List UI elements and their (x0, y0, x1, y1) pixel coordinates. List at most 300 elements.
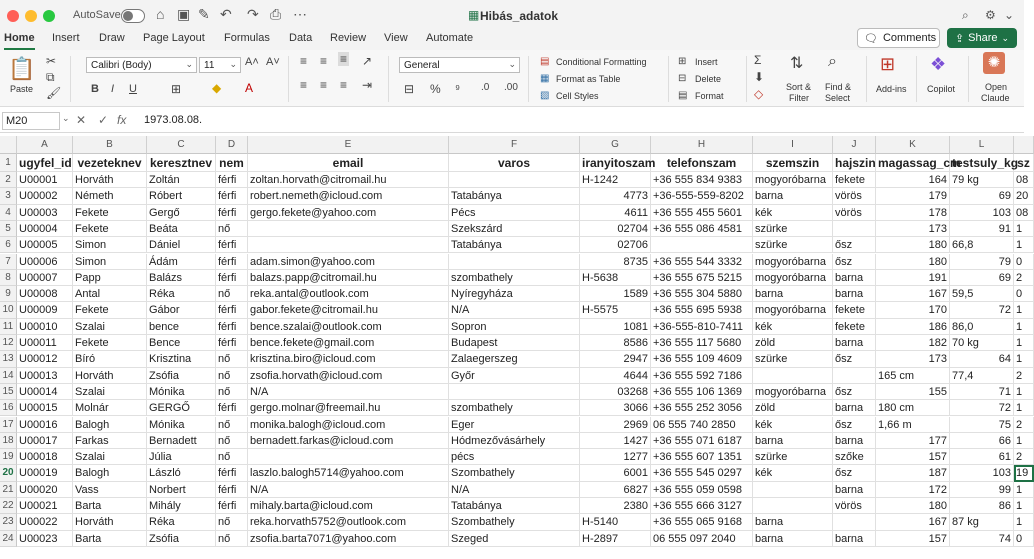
table-cell[interactable]: barna (833, 433, 876, 449)
table-cell[interactable]: kék (753, 417, 833, 433)
table-cell[interactable]: laszlo.balogh5714@yahoo.com (248, 465, 449, 481)
table-cell[interactable]: 06 555 740 2850 (651, 417, 753, 433)
column-title-cell[interactable]: ugyfel_id (19, 156, 72, 170)
fill-icon[interactable]: ⬇ (754, 70, 765, 84)
tab-page-layout[interactable]: Page Layout (143, 32, 205, 44)
table-cell[interactable]: ősz (833, 237, 876, 253)
function-icon[interactable]: fx (117, 113, 127, 127)
column-header-a[interactable]: A (17, 136, 73, 154)
table-cell[interactable]: nő (216, 368, 248, 384)
table-cell[interactable]: Fekete (73, 335, 147, 351)
row-header[interactable]: 4 (0, 205, 17, 221)
table-cell[interactable]: H-2897 (580, 531, 651, 547)
align-middle-icon[interactable]: ≡ (320, 54, 328, 68)
table-cell[interactable]: barna (753, 433, 833, 449)
table-cell[interactable]: Zsófia (147, 368, 216, 384)
table-cell[interactable]: barna (833, 400, 876, 416)
table-cell[interactable]: Simon (73, 254, 147, 270)
align-right-icon[interactable]: ≡ (340, 78, 348, 92)
table-cell[interactable]: 66 (950, 433, 1014, 449)
table-cell[interactable]: +36 555 252 3056 (651, 400, 753, 416)
delete-cells-button[interactable]: Delete (695, 74, 722, 84)
table-cell[interactable]: 69 (950, 188, 1014, 204)
tab-data[interactable]: Data (289, 32, 313, 44)
table-cell[interactable]: Szombathely (449, 465, 580, 481)
column-header-m[interactable] (1014, 136, 1034, 154)
table-cell[interactable]: +36 555 117 5680 (651, 335, 753, 351)
table-cell[interactable]: 180 cm (876, 400, 950, 416)
table-cell[interactable]: U00003 (17, 205, 73, 221)
table-cell[interactable]: 4611 (580, 205, 651, 221)
row-header[interactable]: 12 (0, 335, 17, 351)
autosum-icon[interactable]: Σ (754, 53, 762, 67)
table-cell[interactable]: U00023 (17, 531, 73, 547)
column-header-e[interactable]: E (248, 136, 449, 154)
open-claude-label-2[interactable]: Claude (981, 93, 1010, 103)
table-cell[interactable]: Farkas (73, 433, 147, 449)
minimize-window-button[interactable] (25, 10, 37, 22)
table-cell[interactable]: 2380 (580, 498, 651, 514)
row-header[interactable]: 17 (0, 417, 17, 433)
table-cell[interactable]: 1277 (580, 449, 651, 465)
table-cell[interactable]: férfi (216, 482, 248, 498)
table-cell[interactable]: 72 (950, 400, 1014, 416)
table-cell[interactable]: 4644 (580, 368, 651, 384)
table-cell[interactable]: vörös (833, 188, 876, 204)
table-cell[interactable]: 4773 (580, 188, 651, 204)
table-cell[interactable]: Mónika (147, 384, 216, 400)
table-cell[interactable] (753, 498, 833, 514)
table-cell[interactable]: Pécs (449, 205, 580, 221)
column-title-cell[interactable]: szemszin (753, 154, 833, 172)
table-cell[interactable]: Bernadett (147, 433, 216, 449)
column-header-g[interactable]: G (580, 136, 651, 154)
table-cell[interactable]: Barta (73, 498, 147, 514)
table-cell[interactable]: 173 (876, 221, 950, 237)
table-cell[interactable] (248, 237, 449, 253)
table-cell[interactable]: 164 (876, 172, 950, 188)
row-header[interactable]: 5 (0, 221, 17, 237)
table-cell[interactable]: +36 555 086 4581 (651, 221, 753, 237)
table-cell[interactable]: reka.antal@outlook.com (248, 286, 449, 302)
table-cell[interactable]: barna (833, 286, 876, 302)
table-cell[interactable]: 155 (876, 384, 950, 400)
table-cell[interactable]: Júlia (147, 449, 216, 465)
table-cell[interactable]: 1 (1014, 335, 1034, 351)
column-header-j[interactable]: J (833, 136, 876, 154)
more-icon[interactable]: ⋯ (293, 6, 307, 22)
column-title-cell[interactable]: email (248, 154, 449, 172)
table-cell[interactable]: férfi (216, 270, 248, 286)
align-center-icon[interactable]: ≡ (320, 78, 328, 92)
table-cell[interactable]: férfi (216, 172, 248, 188)
table-cell[interactable]: +36 555 592 7186 (651, 368, 753, 384)
table-cell[interactable]: 1 (1014, 221, 1034, 237)
cancel-icon[interactable]: ✕ (76, 113, 87, 127)
table-cell[interactable]: 0 (1014, 254, 1034, 270)
row-header[interactable]: 14 (0, 368, 17, 384)
table-cell[interactable]: kék (753, 465, 833, 481)
table-cell[interactable] (449, 172, 580, 188)
table-cell[interactable]: Simon (73, 237, 147, 253)
table-cell[interactable] (651, 237, 753, 253)
share-button[interactable] (947, 28, 1017, 48)
row-header[interactable]: 22 (0, 498, 17, 514)
table-cell[interactable]: 1 (1014, 482, 1034, 498)
table-cell[interactable]: U00014 (17, 384, 73, 400)
table-cell[interactable]: 3066 (580, 400, 651, 416)
column-title-cell[interactable]: iranyitoszam (582, 156, 656, 170)
row-header[interactable]: 2 (0, 172, 17, 188)
table-cell[interactable]: férfi (216, 205, 248, 221)
table-cell[interactable]: Fekete (73, 302, 147, 318)
table-cell[interactable]: vörös (833, 205, 876, 221)
table-cell[interactable]: Horváth (73, 368, 147, 384)
table-cell[interactable]: 172 (876, 482, 950, 498)
table-cell[interactable] (833, 368, 876, 384)
column-header-c[interactable]: C (147, 136, 216, 154)
column-header-f[interactable]: F (449, 136, 580, 154)
table-cell[interactable]: Réka (147, 286, 216, 302)
table-cell[interactable]: mogyoróbarna (753, 302, 833, 318)
table-cell[interactable]: nő (216, 351, 248, 367)
font-name-dropdown[interactable] (86, 57, 197, 73)
table-cell[interactable]: 1,66 m (876, 417, 950, 433)
table-cell[interactable]: 08 (1014, 205, 1034, 221)
tab-review[interactable]: Review (330, 32, 367, 44)
table-cell[interactable]: 79 (950, 254, 1014, 270)
settings-icon[interactable]: ⚙ (985, 8, 996, 22)
decrease-font-icon[interactable]: A˅ (266, 56, 280, 68)
table-cell[interactable]: H-5140 (580, 514, 651, 530)
table-cell[interactable] (248, 221, 449, 237)
percent-icon[interactable]: % (430, 82, 441, 96)
table-cell[interactable]: 157 (876, 531, 950, 547)
tab-home[interactable]: Home (4, 32, 35, 50)
table-cell[interactable]: 103 (950, 465, 1014, 481)
table-cell[interactable]: 2 (1014, 449, 1034, 465)
table-cell[interactable]: +36 555 545 0297 (651, 465, 753, 481)
cell-styles-button[interactable]: Cell Styles (556, 91, 599, 101)
table-cell[interactable]: Hódmezővásárhely (449, 433, 580, 449)
table-cell[interactable]: +36 555 304 5880 (651, 286, 753, 302)
table-cell[interactable]: GERGŐ (147, 400, 216, 416)
table-cell[interactable]: 77,4 (950, 368, 1014, 384)
table-cell[interactable]: Bíró (73, 351, 147, 367)
table-cell[interactable]: nő (216, 286, 248, 302)
table-cell[interactable]: mogyoróbarna (753, 172, 833, 188)
table-cell[interactable]: Tatabánya (449, 188, 580, 204)
table-cell[interactable]: nő (216, 514, 248, 530)
autosave-toggle[interactable] (121, 9, 145, 23)
redo-icon[interactable]: ↷ (247, 6, 259, 22)
bold-icon[interactable]: B (91, 83, 99, 95)
table-cell[interactable]: U00007 (17, 270, 73, 286)
table-cell[interactable]: 1 (1014, 319, 1034, 335)
chevron-down-icon[interactable]: ⌄ (1004, 8, 1015, 22)
table-cell[interactable]: 79 kg (950, 172, 1014, 188)
table-cell[interactable]: 59,5 (950, 286, 1014, 302)
table-cell[interactable] (449, 254, 580, 270)
table-cell[interactable]: U00011 (17, 335, 73, 351)
table-cell[interactable]: 1 (1014, 400, 1034, 416)
table-cell[interactable]: N/A (248, 384, 449, 400)
table-cell[interactable]: 74 (950, 531, 1014, 547)
table-cell[interactable]: Szekszárd (449, 221, 580, 237)
row-header[interactable]: 19 (0, 449, 17, 465)
column-title-cell[interactable]: sz (1014, 154, 1034, 172)
table-cell[interactable]: 180 (876, 254, 950, 270)
table-cell[interactable]: 64 (950, 351, 1014, 367)
table-cell[interactable]: N/A (449, 482, 580, 498)
table-cell[interactable]: U00001 (17, 172, 73, 188)
column-title-cell[interactable]: keresztnev (147, 154, 216, 172)
table-cell[interactable]: +36 555 106 1369 (651, 384, 753, 400)
table-cell[interactable]: +36 555 071 6187 (651, 433, 753, 449)
sort-filter-label-2[interactable]: Filter (789, 93, 809, 103)
table-cell[interactable]: fekete (833, 319, 876, 335)
table-cell[interactable]: Gábor (147, 302, 216, 318)
table-cell[interactable]: mogyoróbarna (753, 270, 833, 286)
table-cell[interactable]: Beáta (147, 221, 216, 237)
table-cell[interactable]: U00012 (17, 351, 73, 367)
table-cell[interactable]: 61 (950, 449, 1014, 465)
table-cell[interactable]: U00022 (17, 514, 73, 530)
table-cell[interactable]: U00019 (17, 465, 73, 481)
table-cell[interactable]: 99 (950, 482, 1014, 498)
table-cell[interactable]: U00008 (17, 286, 73, 302)
column-title-cell[interactable]: telefonszam (651, 154, 753, 172)
table-cell[interactable]: monika.balogh@icloud.com (248, 417, 449, 433)
table-cell[interactable]: 02704 (580, 221, 651, 237)
table-cell[interactable]: Zsófia (147, 531, 216, 547)
table-cell[interactable] (833, 221, 876, 237)
row-header[interactable]: 15 (0, 384, 17, 400)
column-header-k[interactable]: K (876, 136, 950, 154)
increase-decimal-icon[interactable]: .0 (481, 82, 490, 93)
table-cell[interactable]: bernadett.farkas@icloud.com (248, 433, 449, 449)
table-cell[interactable]: vörös (833, 498, 876, 514)
table-cell[interactable]: 19 (1014, 465, 1034, 481)
table-cell[interactable]: László (147, 465, 216, 481)
font-color-icon[interactable]: A (245, 81, 254, 95)
table-cell[interactable]: zsofia.barta7071@yahoo.com (248, 531, 449, 547)
table-cell[interactable]: U00021 (17, 498, 73, 514)
row-header[interactable]: 8 (0, 270, 17, 286)
row-header[interactable]: 16 (0, 400, 17, 416)
table-cell[interactable]: 1 (1014, 237, 1034, 253)
table-cell[interactable]: barna (753, 514, 833, 530)
table-cell[interactable]: reka.horvath5752@outlook.com (248, 514, 449, 530)
table-cell[interactable]: ősz (833, 384, 876, 400)
table-cell[interactable]: ősz (833, 254, 876, 270)
table-cell[interactable]: H-5638 (580, 270, 651, 286)
table-cell[interactable]: Norbert (147, 482, 216, 498)
table-cell[interactable]: nő (216, 531, 248, 547)
table-cell[interactable]: barna (833, 335, 876, 351)
table-cell[interactable]: Barta (73, 531, 147, 547)
table-cell[interactable]: szürke (753, 449, 833, 465)
table-cell[interactable]: 87 kg (950, 514, 1014, 530)
table-cell[interactable]: férfi (216, 319, 248, 335)
table-cell[interactable]: 1589 (580, 286, 651, 302)
align-left-icon[interactable]: ≡ (300, 78, 308, 92)
tab-formulas[interactable]: Formulas (224, 32, 270, 44)
table-cell[interactable]: 91 (950, 221, 1014, 237)
table-cell[interactable]: 2 (1014, 270, 1034, 286)
table-cell[interactable]: +36 555 065 9168 (651, 514, 753, 530)
table-cell[interactable]: N/A (248, 482, 449, 498)
table-cell[interactable]: 86 (950, 498, 1014, 514)
formula-input[interactable]: 1973.08.08. (144, 114, 203, 126)
table-cell[interactable]: barna (833, 482, 876, 498)
table-cell[interactable]: Szombathely (449, 514, 580, 530)
table-cell[interactable]: 71 (950, 384, 1014, 400)
table-cell[interactable]: Zalaegerszeg (449, 351, 580, 367)
table-cell[interactable]: szombathely (449, 400, 580, 416)
clear-icon[interactable]: ◇ (754, 87, 764, 101)
table-cell[interactable]: gabor.fekete@citromail.hu (248, 302, 449, 318)
column-title-cell[interactable]: varos (449, 154, 580, 172)
comments-button[interactable] (857, 28, 940, 48)
search-icon[interactable]: ⌕ (962, 8, 969, 22)
table-cell[interactable]: Németh (73, 188, 147, 204)
table-cell[interactable]: krisztina.biro@icloud.com (248, 351, 449, 367)
table-cell[interactable]: U00013 (17, 368, 73, 384)
column-header-l[interactable]: L (950, 136, 1014, 154)
table-cell[interactable]: U00016 (17, 417, 73, 433)
name-box[interactable]: M20 (2, 112, 60, 130)
column-header-d[interactable]: D (216, 136, 248, 154)
table-cell[interactable]: 20 (1014, 188, 1034, 204)
table-cell[interactable]: N/A (449, 302, 580, 318)
table-cell[interactable]: 6001 (580, 465, 651, 481)
table-cell[interactable]: 103 (950, 205, 1014, 221)
table-cell[interactable]: 0 (1014, 286, 1034, 302)
decrease-decimal-icon[interactable]: .00 (504, 82, 518, 93)
table-cell[interactable]: 180 (876, 498, 950, 514)
table-cell[interactable]: 8735 (580, 254, 651, 270)
fill-color-icon[interactable]: ◆ (212, 81, 222, 95)
table-cell[interactable]: +36 555 109 4609 (651, 351, 753, 367)
format-painter-icon[interactable]: 🖌 (46, 86, 62, 100)
table-cell[interactable]: 191 (876, 270, 950, 286)
table-cell[interactable]: férfi (216, 188, 248, 204)
table-cell[interactable]: nő (216, 417, 248, 433)
table-cell[interactable]: zsofia.horvath@icloud.com (248, 368, 449, 384)
table-cell[interactable]: 157 (876, 449, 950, 465)
table-cell[interactable]: U00018 (17, 449, 73, 465)
table-cell[interactable]: U00017 (17, 433, 73, 449)
addins-button[interactable]: Add-ins (876, 84, 907, 94)
table-cell[interactable]: bence.fekete@gmail.com (248, 335, 449, 351)
table-cell[interactable]: szőke (833, 449, 876, 465)
table-cell[interactable]: 0 (1014, 531, 1034, 547)
table-cell[interactable]: 179 (876, 188, 950, 204)
table-cell[interactable]: Mónika (147, 417, 216, 433)
table-cell[interactable]: U00015 (17, 400, 73, 416)
undo-icon[interactable]: ↶ (220, 6, 232, 22)
column-title-cell[interactable]: hajszin (835, 156, 876, 170)
table-cell[interactable]: Zoltán (147, 172, 216, 188)
table-cell[interactable]: Szalai (73, 449, 147, 465)
increase-font-icon[interactable]: A˄ (245, 56, 259, 68)
column-title-cell[interactable]: testsuly_kg (952, 156, 1019, 170)
row-header[interactable]: 23 (0, 514, 17, 530)
table-cell[interactable] (753, 482, 833, 498)
table-cell[interactable]: 72 (950, 302, 1014, 318)
conditional-formatting-button[interactable]: Conditional Formatting (556, 57, 647, 67)
table-cell[interactable]: H-5575 (580, 302, 651, 318)
table-cell[interactable]: 1427 (580, 433, 651, 449)
table-cell[interactable]: 1 (1014, 384, 1034, 400)
table-cell[interactable]: férfi (216, 254, 248, 270)
table-cell[interactable]: 6827 (580, 482, 651, 498)
print-icon[interactable]: ⎙ (270, 6, 282, 22)
table-cell[interactable]: nő (216, 449, 248, 465)
table-cell[interactable]: 186 (876, 319, 950, 335)
table-cell[interactable]: férfi (216, 335, 248, 351)
table-cell[interactable]: U00005 (17, 237, 73, 253)
font-size-dropdown[interactable] (199, 57, 241, 73)
table-cell[interactable]: 02706 (580, 237, 651, 253)
table-cell[interactable]: kék (753, 205, 833, 221)
italic-icon[interactable]: I (111, 83, 115, 95)
table-cell[interactable]: nő (216, 384, 248, 400)
borders-icon[interactable]: ⊞ (171, 82, 182, 96)
column-header-i[interactable]: I (753, 136, 833, 154)
table-cell[interactable]: Fekete (73, 221, 147, 237)
table-cell[interactable]: szürke (753, 221, 833, 237)
table-cell[interactable]: Bence (147, 335, 216, 351)
table-cell[interactable]: 167 (876, 514, 950, 530)
table-cell[interactable]: barna (753, 531, 833, 547)
table-cell[interactable]: U00009 (17, 302, 73, 318)
table-cell[interactable]: Vass (73, 482, 147, 498)
table-cell[interactable]: mihaly.barta@icloud.com (248, 498, 449, 514)
table-cell[interactable]: Gergő (147, 205, 216, 221)
table-cell[interactable]: Győr (449, 368, 580, 384)
table-cell[interactable]: férfi (216, 237, 248, 253)
table-cell[interactable]: Balogh (73, 417, 147, 433)
table-cell[interactable]: 06 555 097 2040 (651, 531, 753, 547)
table-cell[interactable]: Eger (449, 417, 580, 433)
table-cell[interactable]: Balázs (147, 270, 216, 286)
table-cell[interactable]: Szeged (449, 531, 580, 547)
table-cell[interactable]: barna (753, 286, 833, 302)
maximize-window-button[interactable] (43, 10, 55, 22)
table-cell[interactable]: robert.nemeth@icloud.com (248, 188, 449, 204)
number-format-dropdown[interactable] (399, 57, 520, 73)
table-cell[interactable]: 178 (876, 205, 950, 221)
table-cell[interactable]: +36 555 607 1351 (651, 449, 753, 465)
table-cell[interactable]: +36 555 666 3127 (651, 498, 753, 514)
table-cell[interactable]: +36 555 059 0598 (651, 482, 753, 498)
table-cell[interactable]: kék (753, 319, 833, 335)
table-cell[interactable]: Mihály (147, 498, 216, 514)
table-cell[interactable]: szürke (753, 351, 833, 367)
copy-icon[interactable]: ⧉ (46, 70, 55, 84)
table-cell[interactable]: ősz (833, 351, 876, 367)
sort-filter-label-1[interactable]: Sort & (786, 82, 812, 92)
table-cell[interactable]: Nyíregyháza (449, 286, 580, 302)
row-header[interactable]: 24 (0, 531, 17, 547)
table-cell[interactable]: 182 (876, 335, 950, 351)
row-header[interactable]: 3 (0, 188, 17, 204)
row-header[interactable]: 7 (0, 254, 17, 270)
table-cell[interactable]: Budapest (449, 335, 580, 351)
table-cell[interactable]: 165 cm (876, 368, 950, 384)
